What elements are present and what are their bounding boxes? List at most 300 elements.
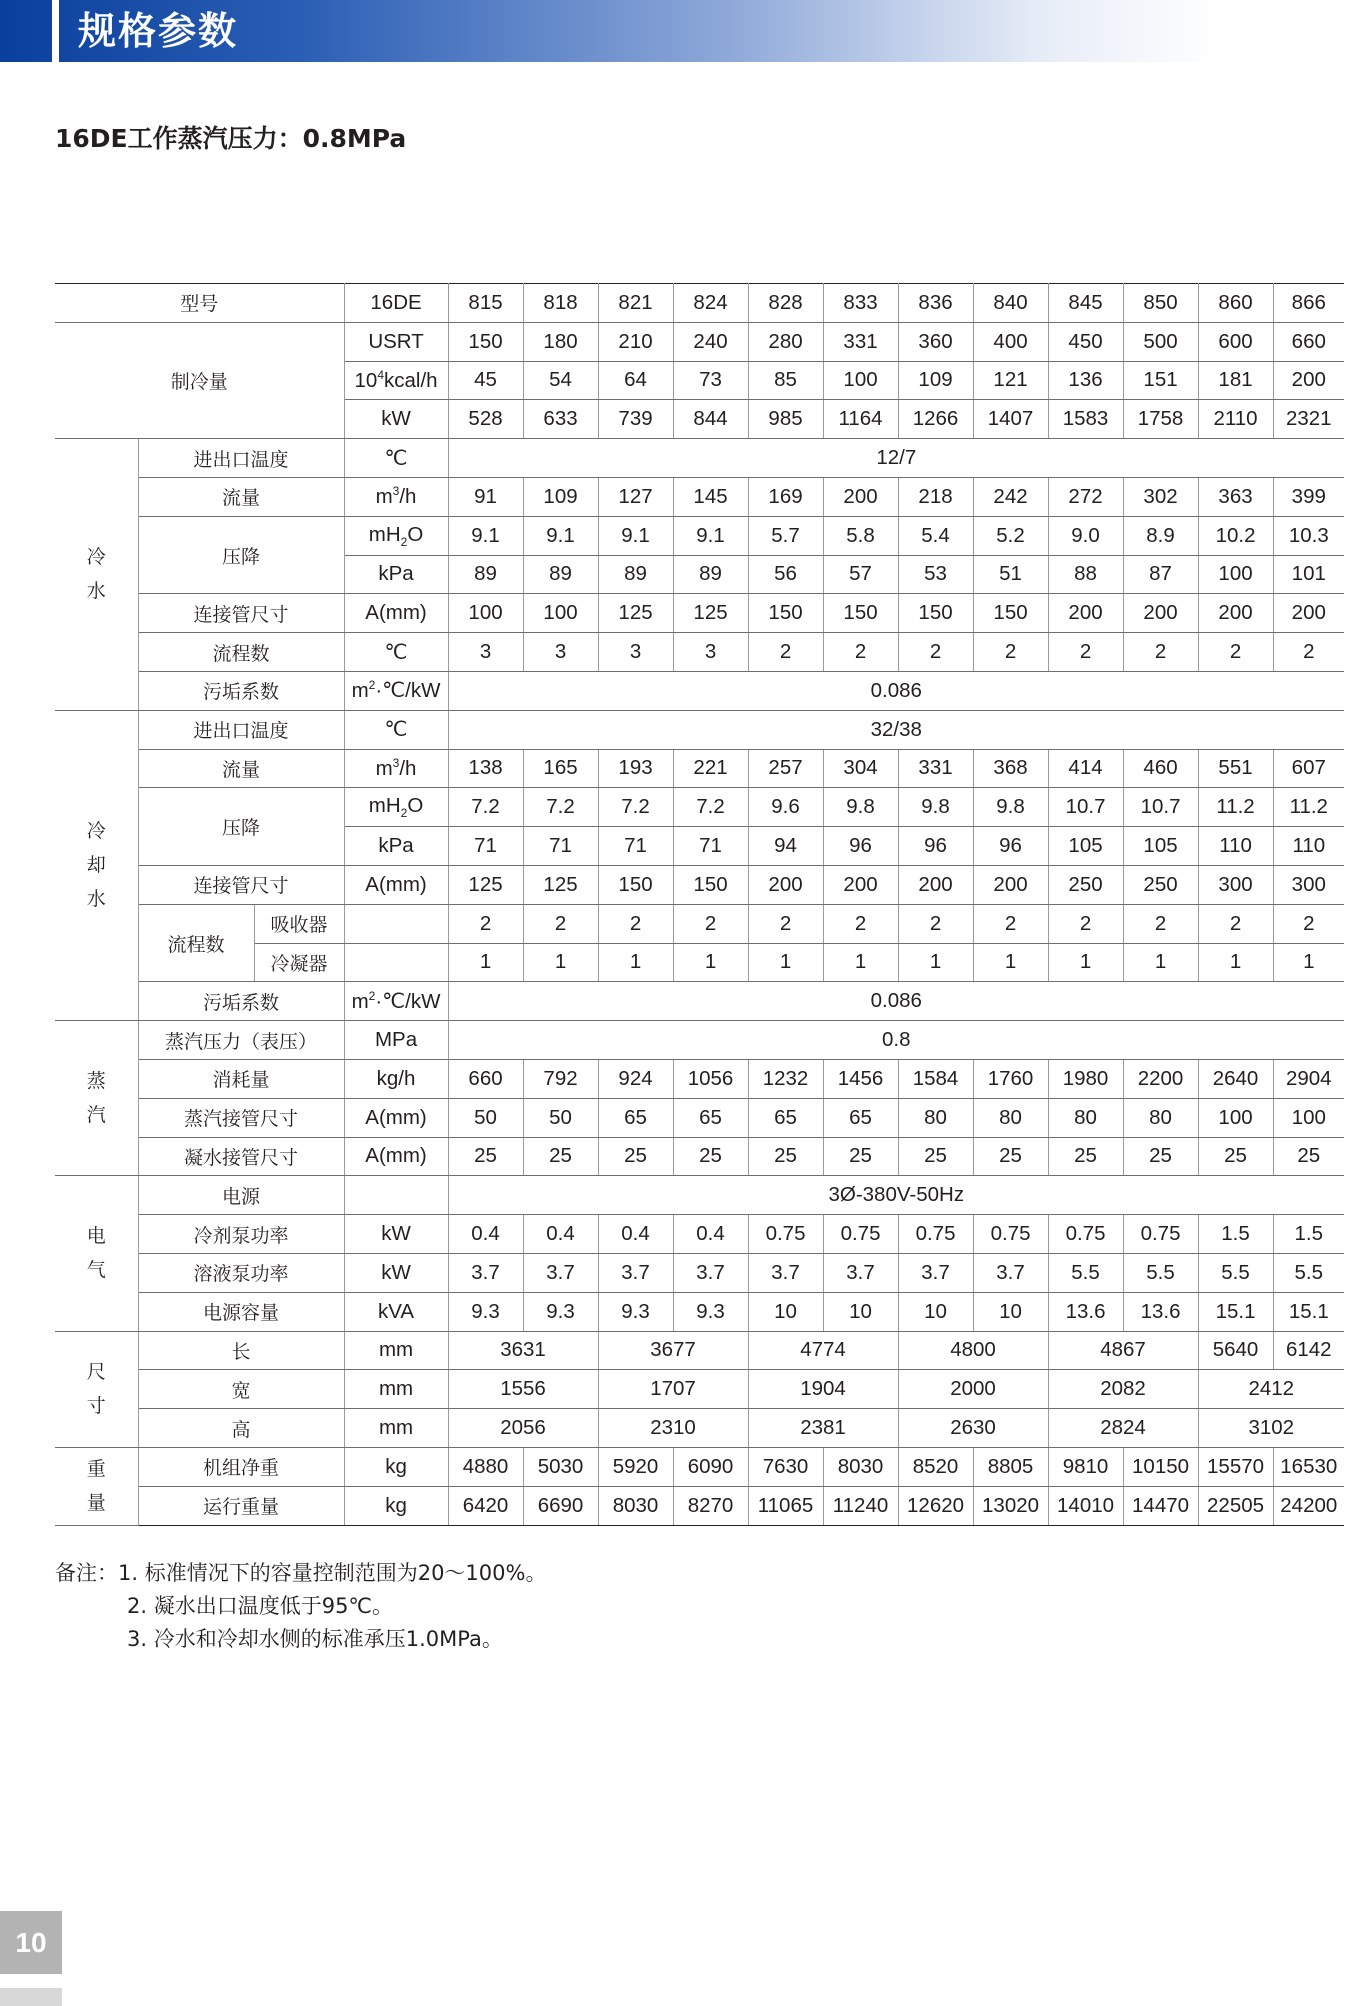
value-cell: 125 (448, 865, 523, 904)
value-cell: 25 (973, 1137, 1048, 1176)
value-cell: 8805 (973, 1447, 1048, 1486)
value-cell: 0.4 (673, 1215, 748, 1254)
value-cell: 1 (523, 943, 598, 982)
row-chilled-fouling (55, 671, 1344, 710)
value-cell: 300 (1273, 865, 1344, 904)
value-cell: 9.8 (973, 788, 1048, 827)
value-cell: 8.9 (1123, 516, 1198, 555)
row-elec-capacity (55, 1292, 1344, 1331)
value-cell: 150 (823, 594, 898, 633)
value-cell: 73 (673, 361, 748, 400)
value-cell: 8270 (673, 1486, 748, 1525)
value-cell: 218 (898, 477, 973, 516)
value-cell: 3677 (598, 1331, 748, 1370)
value-cell: 2 (673, 904, 748, 943)
value-cell: 71 (673, 827, 748, 866)
unit-cell (344, 943, 448, 982)
value-cell: 89 (448, 555, 523, 594)
value-cell: 7.2 (598, 788, 673, 827)
value-cell: 2412 (1198, 1370, 1344, 1409)
unit-rest: kcal/h (384, 368, 438, 392)
notes-block (55, 1557, 546, 1656)
value-cell: 2 (973, 633, 1048, 672)
value-cell: 9.1 (673, 516, 748, 555)
value-cell: 5.4 (898, 516, 973, 555)
group-label-char: 寸 (86, 1395, 106, 1418)
value-cell: 414 (1048, 749, 1123, 788)
value-cell: 11.2 (1273, 788, 1344, 827)
value-cell: 4800 (898, 1331, 1048, 1370)
note-line-2 (55, 1590, 546, 1623)
value-cell: 2082 (1048, 1370, 1198, 1409)
value-cell: 25 (898, 1137, 973, 1176)
value-cell: 3.7 (823, 1253, 898, 1292)
unit-superscript: 2 (368, 678, 376, 693)
group-label (55, 1447, 138, 1525)
value-cell: 739 (598, 400, 673, 439)
value-cell: 1 (448, 943, 523, 982)
value-cell: 25 (673, 1137, 748, 1176)
row-chilled-passes (55, 633, 1344, 672)
page-number: 10 (15, 1927, 47, 1958)
value-cell: 1232 (748, 1059, 823, 1098)
value-cell: 9.1 (598, 516, 673, 555)
value-cell: 2 (1048, 633, 1123, 672)
value-cell: 89 (673, 555, 748, 594)
value-cell: 125 (598, 594, 673, 633)
value-cell: 13.6 (1048, 1292, 1123, 1331)
value-cell: 91 (448, 477, 523, 516)
value-cell: 5.5 (1123, 1253, 1198, 1292)
value-cell: 302 (1123, 477, 1198, 516)
value-cell: 399 (1273, 477, 1344, 516)
value-cell: 4867 (1048, 1331, 1198, 1370)
value-cell: 5920 (598, 1447, 673, 1486)
value-cell: 272 (1048, 477, 1123, 516)
value-cell: 1 (1123, 943, 1198, 982)
value-cell: 0.4 (598, 1215, 673, 1254)
group-label-char: 量 (86, 1492, 106, 1515)
unit-cell: A(mm) (344, 594, 448, 633)
param-label: 蒸汽压力（表压） (138, 1021, 344, 1060)
value-cell: 4880 (448, 1447, 523, 1486)
unit-cell (344, 788, 448, 827)
value-cell: 8030 (598, 1486, 673, 1525)
value-cell: 1 (598, 943, 673, 982)
model-cell: 821 (598, 284, 673, 323)
value-cell: 110 (1198, 827, 1273, 866)
group-label-char: 电 (86, 1225, 106, 1248)
value-cell: 5030 (523, 1447, 598, 1486)
param-label: 进出口温度 (138, 710, 344, 749)
spec-subtitle: 16DE工作蒸汽压力：0.8MPa (55, 124, 407, 153)
value-cell: 0.75 (823, 1215, 898, 1254)
group-label-char: 尺 (86, 1361, 106, 1384)
value-cell: 151 (1123, 361, 1198, 400)
value-cell: 100 (448, 594, 523, 633)
value-cell: 94 (748, 827, 823, 866)
value-cell: 25 (448, 1137, 523, 1176)
value-cell: 22505 (1198, 1486, 1273, 1525)
row-model (55, 284, 1344, 323)
value-cell: 24200 (1273, 1486, 1344, 1525)
value-cell: 1707 (598, 1370, 748, 1409)
value-cell: 13.6 (1123, 1292, 1198, 1331)
value-cell: 25 (823, 1137, 898, 1176)
value-cell: 10150 (1123, 1447, 1198, 1486)
value-cell: 96 (823, 827, 898, 866)
row-chilled-pd-mh2o (55, 516, 1344, 555)
param-label: 电源 (138, 1176, 344, 1215)
value-cell: 5.5 (1048, 1253, 1123, 1292)
value-cell: 12620 (898, 1486, 973, 1525)
value-cell: 2 (1198, 633, 1273, 672)
value-cell: 193 (598, 749, 673, 788)
value-cell: 660 (1273, 322, 1344, 361)
value-cell: 0.75 (748, 1215, 823, 1254)
model-cell: 818 (523, 284, 598, 323)
value-cell: 6142 (1273, 1331, 1344, 1370)
value-cell: 0.75 (1048, 1215, 1123, 1254)
value-cell: 180 (523, 322, 598, 361)
value-cell: 7.2 (448, 788, 523, 827)
value-cell: 607 (1273, 749, 1344, 788)
unit-base: mH (368, 794, 401, 818)
value-cell: 210 (598, 322, 673, 361)
value-cell: 1758 (1123, 400, 1198, 439)
value-cell: 5.8 (823, 516, 898, 555)
value-cell: 136 (1048, 361, 1123, 400)
value-cell: 363 (1198, 477, 1273, 516)
value-cell: 660 (448, 1059, 523, 1098)
value-cell: 65 (823, 1098, 898, 1137)
value-cell: 100 (1198, 555, 1273, 594)
param-label: 蒸汽接管尺寸 (138, 1098, 344, 1137)
group-label (55, 710, 138, 1020)
value-cell: 528 (448, 400, 523, 439)
value-cell: 7.2 (523, 788, 598, 827)
value-cell: 7.2 (673, 788, 748, 827)
merged-value: 0.086 (448, 671, 1344, 710)
unit-cell: ℃ (344, 633, 448, 672)
value-cell: 9.8 (823, 788, 898, 827)
value-cell: 240 (673, 322, 748, 361)
spec-table (55, 283, 1344, 1526)
value-cell: 109 (523, 477, 598, 516)
value-cell: 88 (1048, 555, 1123, 594)
value-cell: 25 (1123, 1137, 1198, 1176)
value-cell: 200 (748, 865, 823, 904)
merged-value: 3Ø-380V-50Hz (448, 1176, 1344, 1215)
unit-rest: ·℃/kW (375, 679, 441, 703)
value-cell: 1456 (823, 1059, 898, 1098)
value-cell: 1 (1273, 943, 1344, 982)
row-elec-refrig-pump (55, 1215, 1344, 1254)
value-cell: 200 (1273, 361, 1344, 400)
value-cell: 10 (973, 1292, 1048, 1331)
value-cell: 3.7 (598, 1253, 673, 1292)
group-label-char: 水 (86, 888, 106, 911)
value-cell: 200 (1198, 594, 1273, 633)
value-cell: 3631 (448, 1331, 598, 1370)
row-steam-consumption (55, 1059, 1344, 1098)
value-cell: 257 (748, 749, 823, 788)
value-cell: 9.1 (448, 516, 523, 555)
value-cell: 2 (823, 633, 898, 672)
value-cell: 250 (1048, 865, 1123, 904)
unit-cell: ℃ (344, 710, 448, 749)
value-cell: 11.2 (1198, 788, 1273, 827)
value-cell: 3.7 (898, 1253, 973, 1292)
group-label-char: 重 (86, 1458, 106, 1481)
unit-base: m (351, 679, 369, 703)
model-cell: 815 (448, 284, 523, 323)
value-cell: 6090 (673, 1447, 748, 1486)
value-cell: 105 (1123, 827, 1198, 866)
param-label: 压降 (138, 788, 344, 866)
unit-cell: mm (344, 1409, 448, 1448)
model-cell: 836 (898, 284, 973, 323)
unit-rest: ·℃/kW (375, 989, 441, 1013)
value-cell: 25 (1048, 1137, 1123, 1176)
value-cell: 9810 (1048, 1447, 1123, 1486)
value-cell: 400 (973, 322, 1048, 361)
value-cell: 1 (823, 943, 898, 982)
value-cell: 9.3 (448, 1292, 523, 1331)
value-cell: 2 (598, 904, 673, 943)
value-cell: 2110 (1198, 400, 1273, 439)
param-label: 流量 (138, 749, 344, 788)
row-cw-fouling (55, 982, 1344, 1021)
value-cell: 125 (523, 865, 598, 904)
value-cell: 200 (1048, 594, 1123, 633)
unit-cell: A(mm) (344, 1137, 448, 1176)
value-cell: 15.1 (1273, 1292, 1344, 1331)
unit-cell: mm (344, 1370, 448, 1409)
value-cell: 7630 (748, 1447, 823, 1486)
value-cell: 89 (523, 555, 598, 594)
param-label: 连接管尺寸 (138, 865, 344, 904)
notes-prefix: 备注： (55, 1561, 118, 1585)
value-cell: 2 (1198, 904, 1273, 943)
value-cell: 280 (748, 322, 823, 361)
param-label: 流程数 (138, 633, 344, 672)
row-steam-drain-pipe (55, 1137, 1344, 1176)
value-cell: 181 (1198, 361, 1273, 400)
value-cell: 1 (748, 943, 823, 982)
value-cell: 2321 (1273, 400, 1344, 439)
value-cell: 3.7 (448, 1253, 523, 1292)
value-cell: 11240 (823, 1486, 898, 1525)
value-cell: 2 (823, 904, 898, 943)
row-dim-height (55, 1409, 1344, 1448)
value-cell: 1583 (1048, 400, 1123, 439)
unit-subscript: 2 (400, 806, 408, 821)
value-cell: 3 (448, 633, 523, 672)
param-label: 冷剂泵功率 (138, 1215, 344, 1254)
value-cell: 2630 (898, 1409, 1048, 1448)
value-cell: 56 (748, 555, 823, 594)
unit-cell: kW (344, 400, 448, 439)
group-label-char: 气 (86, 1259, 106, 1282)
value-cell: 2904 (1273, 1059, 1344, 1098)
value-cell: 0.4 (523, 1215, 598, 1254)
value-cell: 3 (598, 633, 673, 672)
value-cell: 200 (823, 477, 898, 516)
row-cw-pipe (55, 865, 1344, 904)
value-cell: 1.5 (1198, 1215, 1273, 1254)
value-cell: 1056 (673, 1059, 748, 1098)
value-cell: 150 (598, 865, 673, 904)
value-cell: 10.3 (1273, 516, 1344, 555)
model-cell: 860 (1198, 284, 1273, 323)
unit-rest: O (407, 522, 424, 546)
unit-base: 10 (354, 368, 378, 392)
value-cell: 96 (898, 827, 973, 866)
unit-cell (344, 1176, 448, 1215)
value-cell: 57 (823, 555, 898, 594)
value-cell: 1980 (1048, 1059, 1123, 1098)
value-cell: 105 (1048, 827, 1123, 866)
group-label (55, 1021, 138, 1176)
unit-base: m (375, 485, 393, 509)
row-chilled-pipe (55, 594, 1344, 633)
value-cell: 9.1 (523, 516, 598, 555)
value-cell: 2 (898, 904, 973, 943)
model-cell: 824 (673, 284, 748, 323)
group-label-char: 汽 (86, 1104, 106, 1127)
param-label: 压降 (138, 516, 344, 594)
value-cell: 121 (973, 361, 1048, 400)
value-cell: 2 (748, 904, 823, 943)
unit-subscript: 2 (400, 534, 408, 549)
value-cell: 5.5 (1198, 1253, 1273, 1292)
page-corner-block (0, 1988, 62, 2006)
value-cell: 6690 (523, 1486, 598, 1525)
model-cell: 850 (1123, 284, 1198, 323)
value-cell: 45 (448, 361, 523, 400)
value-cell: 200 (973, 865, 1048, 904)
value-cell: 15570 (1198, 1447, 1273, 1486)
value-cell: 8030 (823, 1447, 898, 1486)
row-chilled-temp (55, 439, 1344, 478)
value-cell: 368 (973, 749, 1048, 788)
value-cell: 100 (1273, 1098, 1344, 1137)
value-cell: 71 (598, 827, 673, 866)
value-cell: 2200 (1123, 1059, 1198, 1098)
value-cell: 150 (898, 594, 973, 633)
unit-cell: mm (344, 1331, 448, 1370)
unit-cell (344, 516, 448, 555)
value-cell: 80 (1123, 1098, 1198, 1137)
param-label: 污垢系数 (138, 671, 344, 710)
row-chilled-flow (55, 477, 1344, 516)
value-cell: 200 (1123, 594, 1198, 633)
value-cell: 0.75 (898, 1215, 973, 1254)
value-cell: 1164 (823, 400, 898, 439)
value-cell: 8520 (898, 1447, 973, 1486)
value-cell: 2 (748, 633, 823, 672)
value-cell: 0.75 (1123, 1215, 1198, 1254)
param-label: 连接管尺寸 (138, 594, 344, 633)
value-cell: 96 (973, 827, 1048, 866)
value-cell: 551 (1198, 749, 1273, 788)
value-cell: 1.5 (1273, 1215, 1344, 1254)
value-cell: 460 (1123, 749, 1198, 788)
merged-value: 0.8 (448, 1021, 1344, 1060)
value-cell: 50 (523, 1098, 598, 1137)
value-cell: 3.7 (748, 1253, 823, 1292)
value-cell: 0.75 (973, 1215, 1048, 1254)
value-cell: 5.7 (748, 516, 823, 555)
row-steam-pressure (55, 1021, 1344, 1060)
param-label: 电源容量 (138, 1292, 344, 1331)
value-cell: 9.3 (598, 1292, 673, 1331)
value-cell: 9.0 (1048, 516, 1123, 555)
value-cell: 125 (673, 594, 748, 633)
value-cell: 1 (673, 943, 748, 982)
unit-cell: USRT (344, 322, 448, 361)
value-cell: 250 (1123, 865, 1198, 904)
value-cell: 71 (523, 827, 598, 866)
value-cell: 600 (1198, 322, 1273, 361)
value-cell: 89 (598, 555, 673, 594)
unit-cell: kVA (344, 1292, 448, 1331)
param-label: 污垢系数 (138, 982, 344, 1021)
value-cell: 200 (1273, 594, 1344, 633)
row-elec-solution-pump (55, 1253, 1344, 1292)
value-cell: 2640 (1198, 1059, 1273, 1098)
value-cell: 633 (523, 400, 598, 439)
model-unit: 16DE (344, 284, 448, 323)
unit-superscript: 2 (368, 988, 376, 1003)
value-cell: 2 (1048, 904, 1123, 943)
group-label-char: 却 (86, 854, 106, 877)
value-cell: 2381 (748, 1409, 898, 1448)
value-cell: 844 (673, 400, 748, 439)
value-cell: 16530 (1273, 1447, 1344, 1486)
value-cell: 100 (1198, 1098, 1273, 1137)
param-label: 溶液泵功率 (138, 1253, 344, 1292)
param-label: 运行重量 (138, 1486, 344, 1525)
row-dim-width (55, 1370, 1344, 1409)
value-cell: 2 (1123, 904, 1198, 943)
value-cell: 1 (973, 943, 1048, 982)
unit-cell: kg/h (344, 1059, 448, 1098)
unit-cell (344, 671, 448, 710)
group-label (55, 439, 138, 711)
value-cell: 1266 (898, 400, 973, 439)
note-item-3: 3. 冷水和冷却水侧的标准承压1.0MPa。 (127, 1627, 503, 1651)
value-cell: 25 (1273, 1137, 1344, 1176)
value-cell: 985 (748, 400, 823, 439)
value-cell: 1407 (973, 400, 1048, 439)
value-cell: 65 (673, 1098, 748, 1137)
value-cell: 6420 (448, 1486, 523, 1525)
value-cell: 2824 (1048, 1409, 1198, 1448)
param-label: 凝水接管尺寸 (138, 1137, 344, 1176)
value-cell: 2 (1123, 633, 1198, 672)
value-cell: 25 (1198, 1137, 1273, 1176)
row-cw-pd-mh2o (55, 788, 1344, 827)
value-cell: 165 (523, 749, 598, 788)
row-steam-steam-pipe (55, 1098, 1344, 1137)
value-cell: 450 (1048, 322, 1123, 361)
value-cell: 80 (1048, 1098, 1123, 1137)
value-cell: 127 (598, 477, 673, 516)
row-weight-operating (55, 1486, 1344, 1525)
value-cell: 2 (898, 633, 973, 672)
